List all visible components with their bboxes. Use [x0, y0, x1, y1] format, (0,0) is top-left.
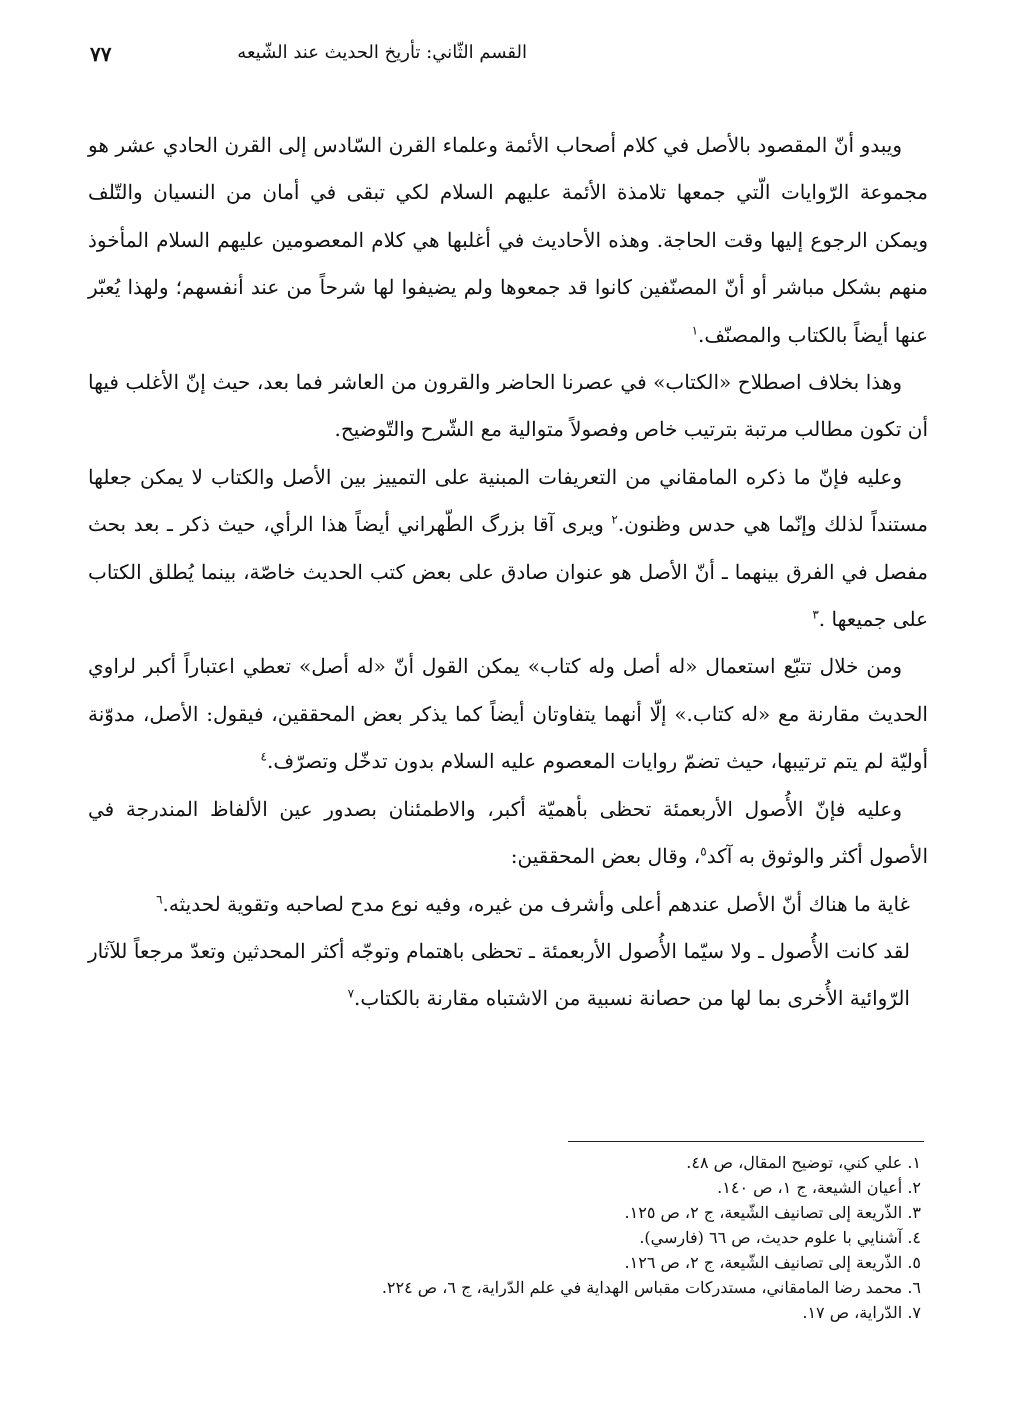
- paragraph-text: وعليه فإنّ ما ذكره المامقاني من التعريفات المبنية على التمييز بين الأصل والكتاب لا يمكن جعلها مستنداً لذلك وإنّما هي حدس وظنون.: [88, 464, 928, 537]
- block-quote-2: [88, 928, 928, 1023]
- paragraph-text: وعليه فإنّ الأُصول الأربعمئة تحظى بأهميّة أكبر، والاطمئنان بصدور عين الألفاظ المندرجة في الأصول أكثر والوثوق به آكد: [88, 796, 928, 869]
- paragraph-1: [88, 122, 928, 359]
- paragraph-2: [88, 359, 928, 454]
- page-header: [70, 42, 943, 82]
- paragraph-text-continued: ويرى آقا بزرگ الطّهراني أيضاً هذا الرأي، حيث ذكر ـ بعد بحث مفصل في الفرق بينهما ـ أنّ الأصل هو عنوان صادق على بعض كتب الحديث خاصّة، بينما يُطلق الكتاب على جميعها .: [88, 512, 928, 632]
- footnote-marker[interactable]: ٧: [347, 986, 355, 1001]
- footnote-marker[interactable]: ٣: [812, 607, 819, 622]
- paragraph-3: [88, 454, 928, 644]
- paragraph-text: وهذا بخلاف اصطلاح «الكتاب» في عصرنا الحاضر والقرون من العاشر فما بعد، حيث إنّ الأغلب فيها أن تكون مطالب مرتبة بترتيب خاص وفصولاً متوالية مع الشّرح والتّوضيح.: [88, 370, 928, 442]
- footnote-marker[interactable]: ٦: [156, 891, 163, 906]
- footnote-marker[interactable]: ٥: [700, 844, 707, 859]
- footnote-separator: [568, 1141, 924, 1142]
- footnotes-list: [221, 1150, 921, 1325]
- footnote-marker[interactable]: ١: [691, 322, 699, 337]
- footnote-item: ٥. الذّريعة إلى تصانيف الشّيعة، ج ٢، ص ١٢٦.: [624, 1253, 921, 1272]
- footnote-item: ٦. محمد رضا المامقاني، مستدركات مقباس الهداية في علم الدّراية، ج ٦، ص ٢٢٤.: [381, 1278, 921, 1297]
- main-body: [88, 122, 928, 1023]
- footnote-marker[interactable]: ٤: [260, 749, 267, 764]
- paragraph-text: ومن خلال تتبّع استعمال «له أصل وله كتاب» يمكن القول أنّ «له أصل» تعطي اعتباراً أكبر لراوي الحديث مقارنة مع «له كتاب.» إلّا أنهما يتفاوتان أيضاً كما يذكر بعض المحققين، فيقول: الأصل، مدوّنة أوليّة لم يتم ترتيبها، حيث تضمّ روايات المعصوم عليه السلام بدون تدخّل وتصرّف.: [88, 654, 928, 774]
- paragraph-4: [88, 643, 928, 785]
- paragraph-text: ويبدو أنّ المقصود بالأصل في كلام أصحاب الأئمة وعلماء القرن السّادس إلى القرن الحادي عشر هو مجموعة الرّوايات الّتي جمعها تلامذة الأئمة عليهم السلام لكي تبقى في أمان من النسيان والتّلف ويمكن الرجوع إليها وقت الحاجة. وهذه الأحاديث في أغلبها هي كلام المعصومين عليهم السلام المأخوذ منهم بشكل مباشر أو أنّ المصنّفين كانوا قد جمعوها ولم يضيفوا لها شرحاً من عند أنفسهم؛ ولهذا يُعبّر عنها أيضاً بالكتاب والمصنّف.: [88, 133, 929, 347]
- footnote-item: ٤. آشنايي با علوم حديث، ص ٦٦ (فارسي).: [639, 1228, 921, 1247]
- footnote-marker[interactable]: ٢: [611, 512, 618, 527]
- footnote-item: ٧. الدّراية، ص ١٧.: [802, 1303, 921, 1322]
- paragraph-text-continued: ، وقال بعض المحققين:: [510, 844, 701, 869]
- footnote-item: ١. علي كني، توضيح المقال، ص ٤٨.: [686, 1153, 921, 1172]
- quote-text: غاية ما هناك أنّ الأصل عندهم أعلى وأشرف من غيره، وفيه نوع مدح لصاحبه وتقوية لحديثه.: [162, 891, 910, 916]
- quote-text: لقد كانت الأُصول ـ ولا سيّما الأُصول الأربعمئة ـ تحظى باهتمام وتوجّه أكثر المحدثين وتعدّ مرجعاً للآثار الرّوائية الأُخرى بما لها من حصانة نسبية من الاشتباه مقارنة بالكتاب.: [88, 938, 910, 1011]
- footnote-item: ٢. أعيان الشيعة، ج ١، ص ١٤٠.: [717, 1178, 921, 1197]
- running-title: القسم الثّاني: تأريخ الحديث عند الشّيعه: [237, 42, 527, 63]
- page-number: ٧٧: [90, 42, 112, 66]
- block-quote-1: [88, 881, 928, 928]
- paragraph-5: [88, 786, 928, 881]
- footnote-item: ٣. الذّريعة إلى تصانيف الشّيعة، ج ٢، ص ١٢٥.: [624, 1203, 921, 1222]
